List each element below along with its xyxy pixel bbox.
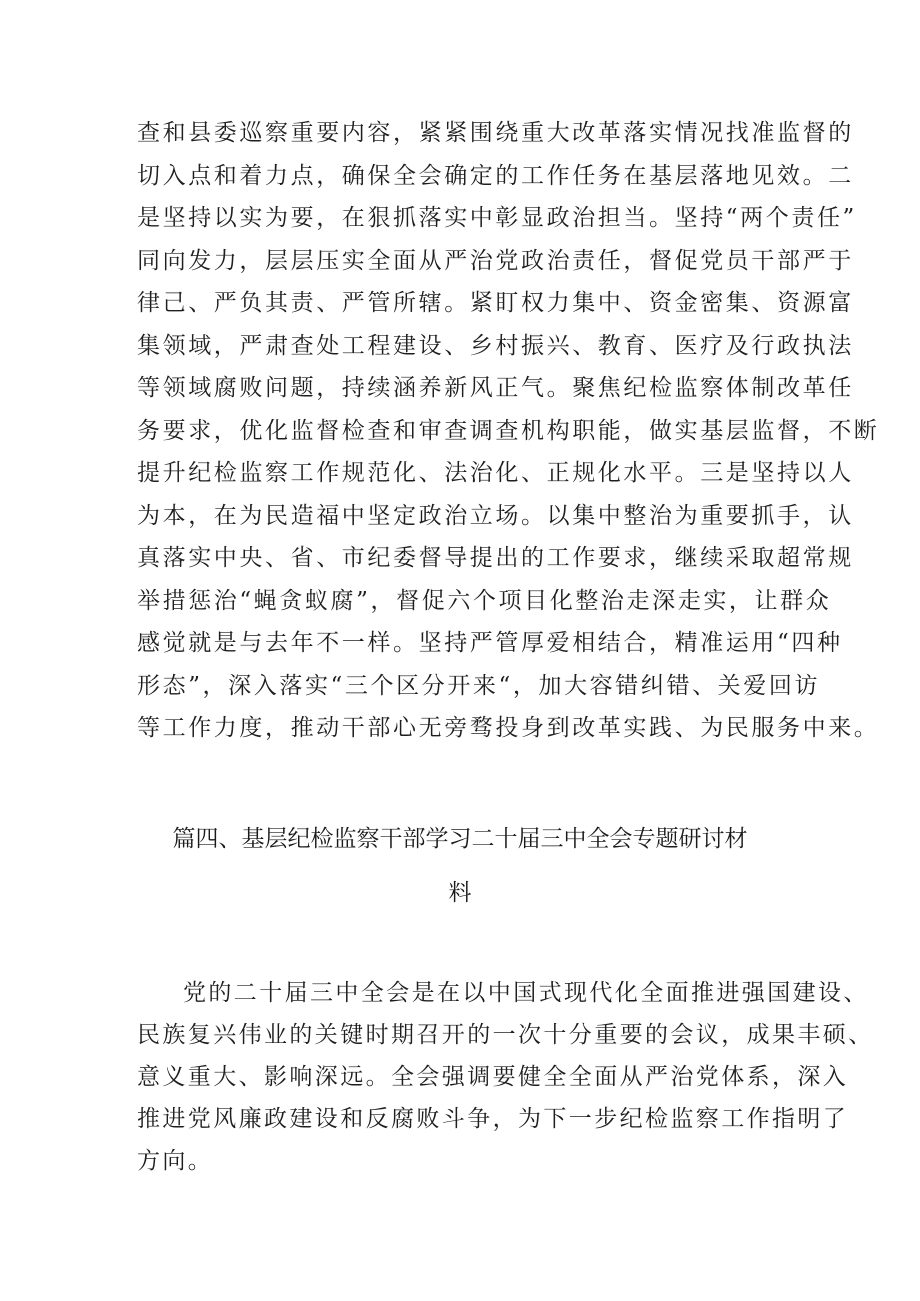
intro-paragraph — [137, 972, 874, 1182]
paragraph-line: 党的二十届三中全会是在以中国式现代化全面推进强国建设、 — [183, 980, 869, 1006]
paragraph-line: 真落实中央、省、市纪委督导提出的工作要求，继续采取超常规 — [137, 545, 854, 571]
paragraph-line: 意义重大、影响深远。全会强调要健全全面从严治党体系，深入 — [137, 1064, 849, 1090]
paragraph-line: 切入点和着力点，确保全会确定的工作任务在基层落地见效。二 — [137, 162, 854, 189]
section-heading-line: 料 — [448, 880, 472, 906]
paragraph-line: 查和县委巡察重要内容，紧紧围绕重大改革落实情况找准监督的 — [137, 120, 854, 146]
paragraph-line: 方向。 — [137, 1148, 214, 1174]
section-heading — [137, 812, 783, 920]
paragraph-line: 为本，在为民造福中坚定政治立场。以集中整治为重要抓手，认 — [137, 502, 854, 529]
paragraph-line: 务要求，优化监督检查和审查调查机构职能，做实基层监督，不断 — [137, 417, 880, 444]
continuation-paragraph — [137, 112, 880, 750]
paragraph-line: 等工作力度，推动干部心无旁骛投身到改革实践、为民服务中来。 — [137, 715, 880, 741]
paragraph-line: 同向发力，层层压实全面从严治党政治责任，督促党员干部严于 — [137, 247, 854, 274]
section-heading-line: 篇四、基层纪检监察干部学习二十届三中全会专题研讨材 — [172, 826, 748, 852]
paragraph-line: 律己、严负其责、严管所辖。紧盯权力集中、资金密集、资源富 — [137, 290, 854, 316]
paragraph-line: 举措惩治“蝇贪蚁腐”，督促六个项目化整治走深走实，让群众 — [137, 587, 832, 614]
paragraph-line: 推进党风廉政建设和反腐败斗争，为下一步纪检监察工作指明了 — [137, 1106, 849, 1132]
paragraph-line: 集领域，严肃查处工程建设、乡村振兴、教育、医疗及行政执法 — [137, 332, 854, 359]
paragraph-line: 民族复兴伟业的关键时期召开的一次十分重要的会议，成果丰硕、 — [137, 1022, 874, 1048]
paragraph-line: 是坚持以实为要，在狠抓落实中彰显政治担当。坚持“两个责任” — [137, 205, 857, 231]
paragraph-line: 等领域腐败问题，持续涵养新风正气。聚焦纪检监察体制改革任 — [137, 375, 854, 401]
paragraph-line: 提升纪检监察工作规范化、法治化、正规化水平。三是坚持以人 — [137, 460, 854, 486]
paragraph-line: 形态”，深入落实“三个区分开来“，加大容错纠错、关爱回访 — [137, 672, 821, 699]
paragraph-line: 感觉就是与去年不一样。坚持严管厚爱相结合，精准运用“四种 — [137, 630, 843, 656]
